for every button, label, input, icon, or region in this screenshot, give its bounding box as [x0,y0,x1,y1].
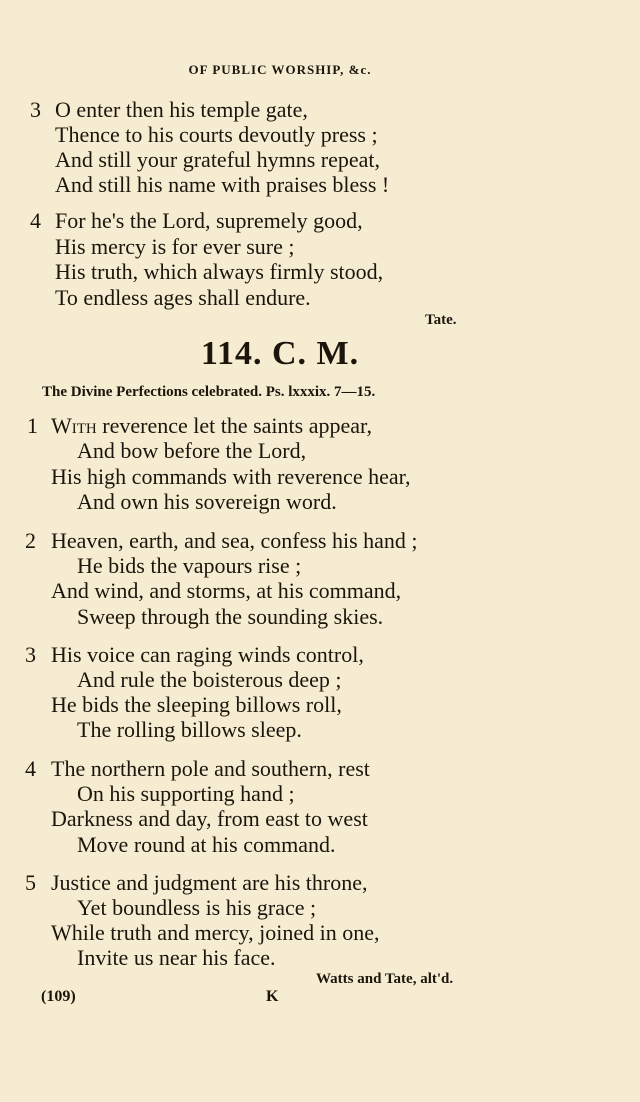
verse-line: To endless ages shall endure. [55,285,311,310]
stanza-number: 3 [25,642,36,667]
verse-line-first [51,413,372,438]
verse-line: Darkness and day, from east to west [51,806,368,831]
stanza-number: 4 [30,208,41,233]
first-word: With [51,413,97,438]
verse-line: Thence to his courts devoutly press ; [55,122,378,147]
attribution: Tate. [425,312,457,328]
verse-line: For he's the Lord, supremely good, [55,208,363,233]
verse-line: Move round at his command. [77,832,336,857]
verse-line: His truth, which always firmly stood, [55,259,384,284]
verse-line: And own his sovereign word. [77,489,337,514]
verse-line: His high commands with reverence hear, [51,464,411,489]
verse-line: Sweep through the sounding skies. [77,604,384,629]
stanza-number: 4 [25,756,36,781]
verse-line: And still your grateful hymns repeat, [55,147,381,172]
verse-line: Justice and judgment are his throne, [51,870,368,895]
verse-line: He bids the vapours rise ; [77,553,302,578]
verse-line: The rolling billows sleep. [77,717,302,742]
stanza-number: 5 [25,870,36,895]
hymn-subtitle: The Divine Perfections celebrated. Ps. lxxxix. 7—15. [42,384,376,400]
verse-line: His mercy is for ever sure ; [55,234,295,259]
hymn-title: 114. C. M. [200,335,360,372]
verse-line: And wind, and storms, at his command, [51,578,402,603]
verse-line: Yet boundless is his grace ; [77,895,317,920]
verse-line: While truth and mercy, joined in one, [51,920,380,945]
verse-line: And still his name with praises bless ! [55,172,390,197]
stanza-number: 2 [25,528,36,553]
stanza-number: 3 [30,97,41,122]
page-number: (109) [41,988,76,1005]
signature-mark: K [266,988,279,1005]
verse-line: O enter then his temple gate, [55,97,308,122]
verse-line-rest: reverence let the saints appear, [96,413,372,438]
verse-line: On his supporting hand ; [77,781,295,806]
verse-line: Invite us near his face. [77,945,276,970]
stanza-number: 1 [27,413,38,438]
running-head: OF PUBLIC WORSHIP, &c. [188,62,372,77]
attribution: Watts and Tate, alt'd. [316,971,454,987]
verse-line: His voice can raging winds control, [51,642,364,667]
verse-line: And bow before the Lord, [77,438,307,463]
verse-line: And rule the boisterous deep ; [77,667,342,692]
verse-line: The northern pole and southern, rest [51,756,370,781]
verse-line: He bids the sleeping billows roll, [51,692,342,717]
verse-line: Heaven, earth, and sea, confess his hand ; [51,528,418,553]
